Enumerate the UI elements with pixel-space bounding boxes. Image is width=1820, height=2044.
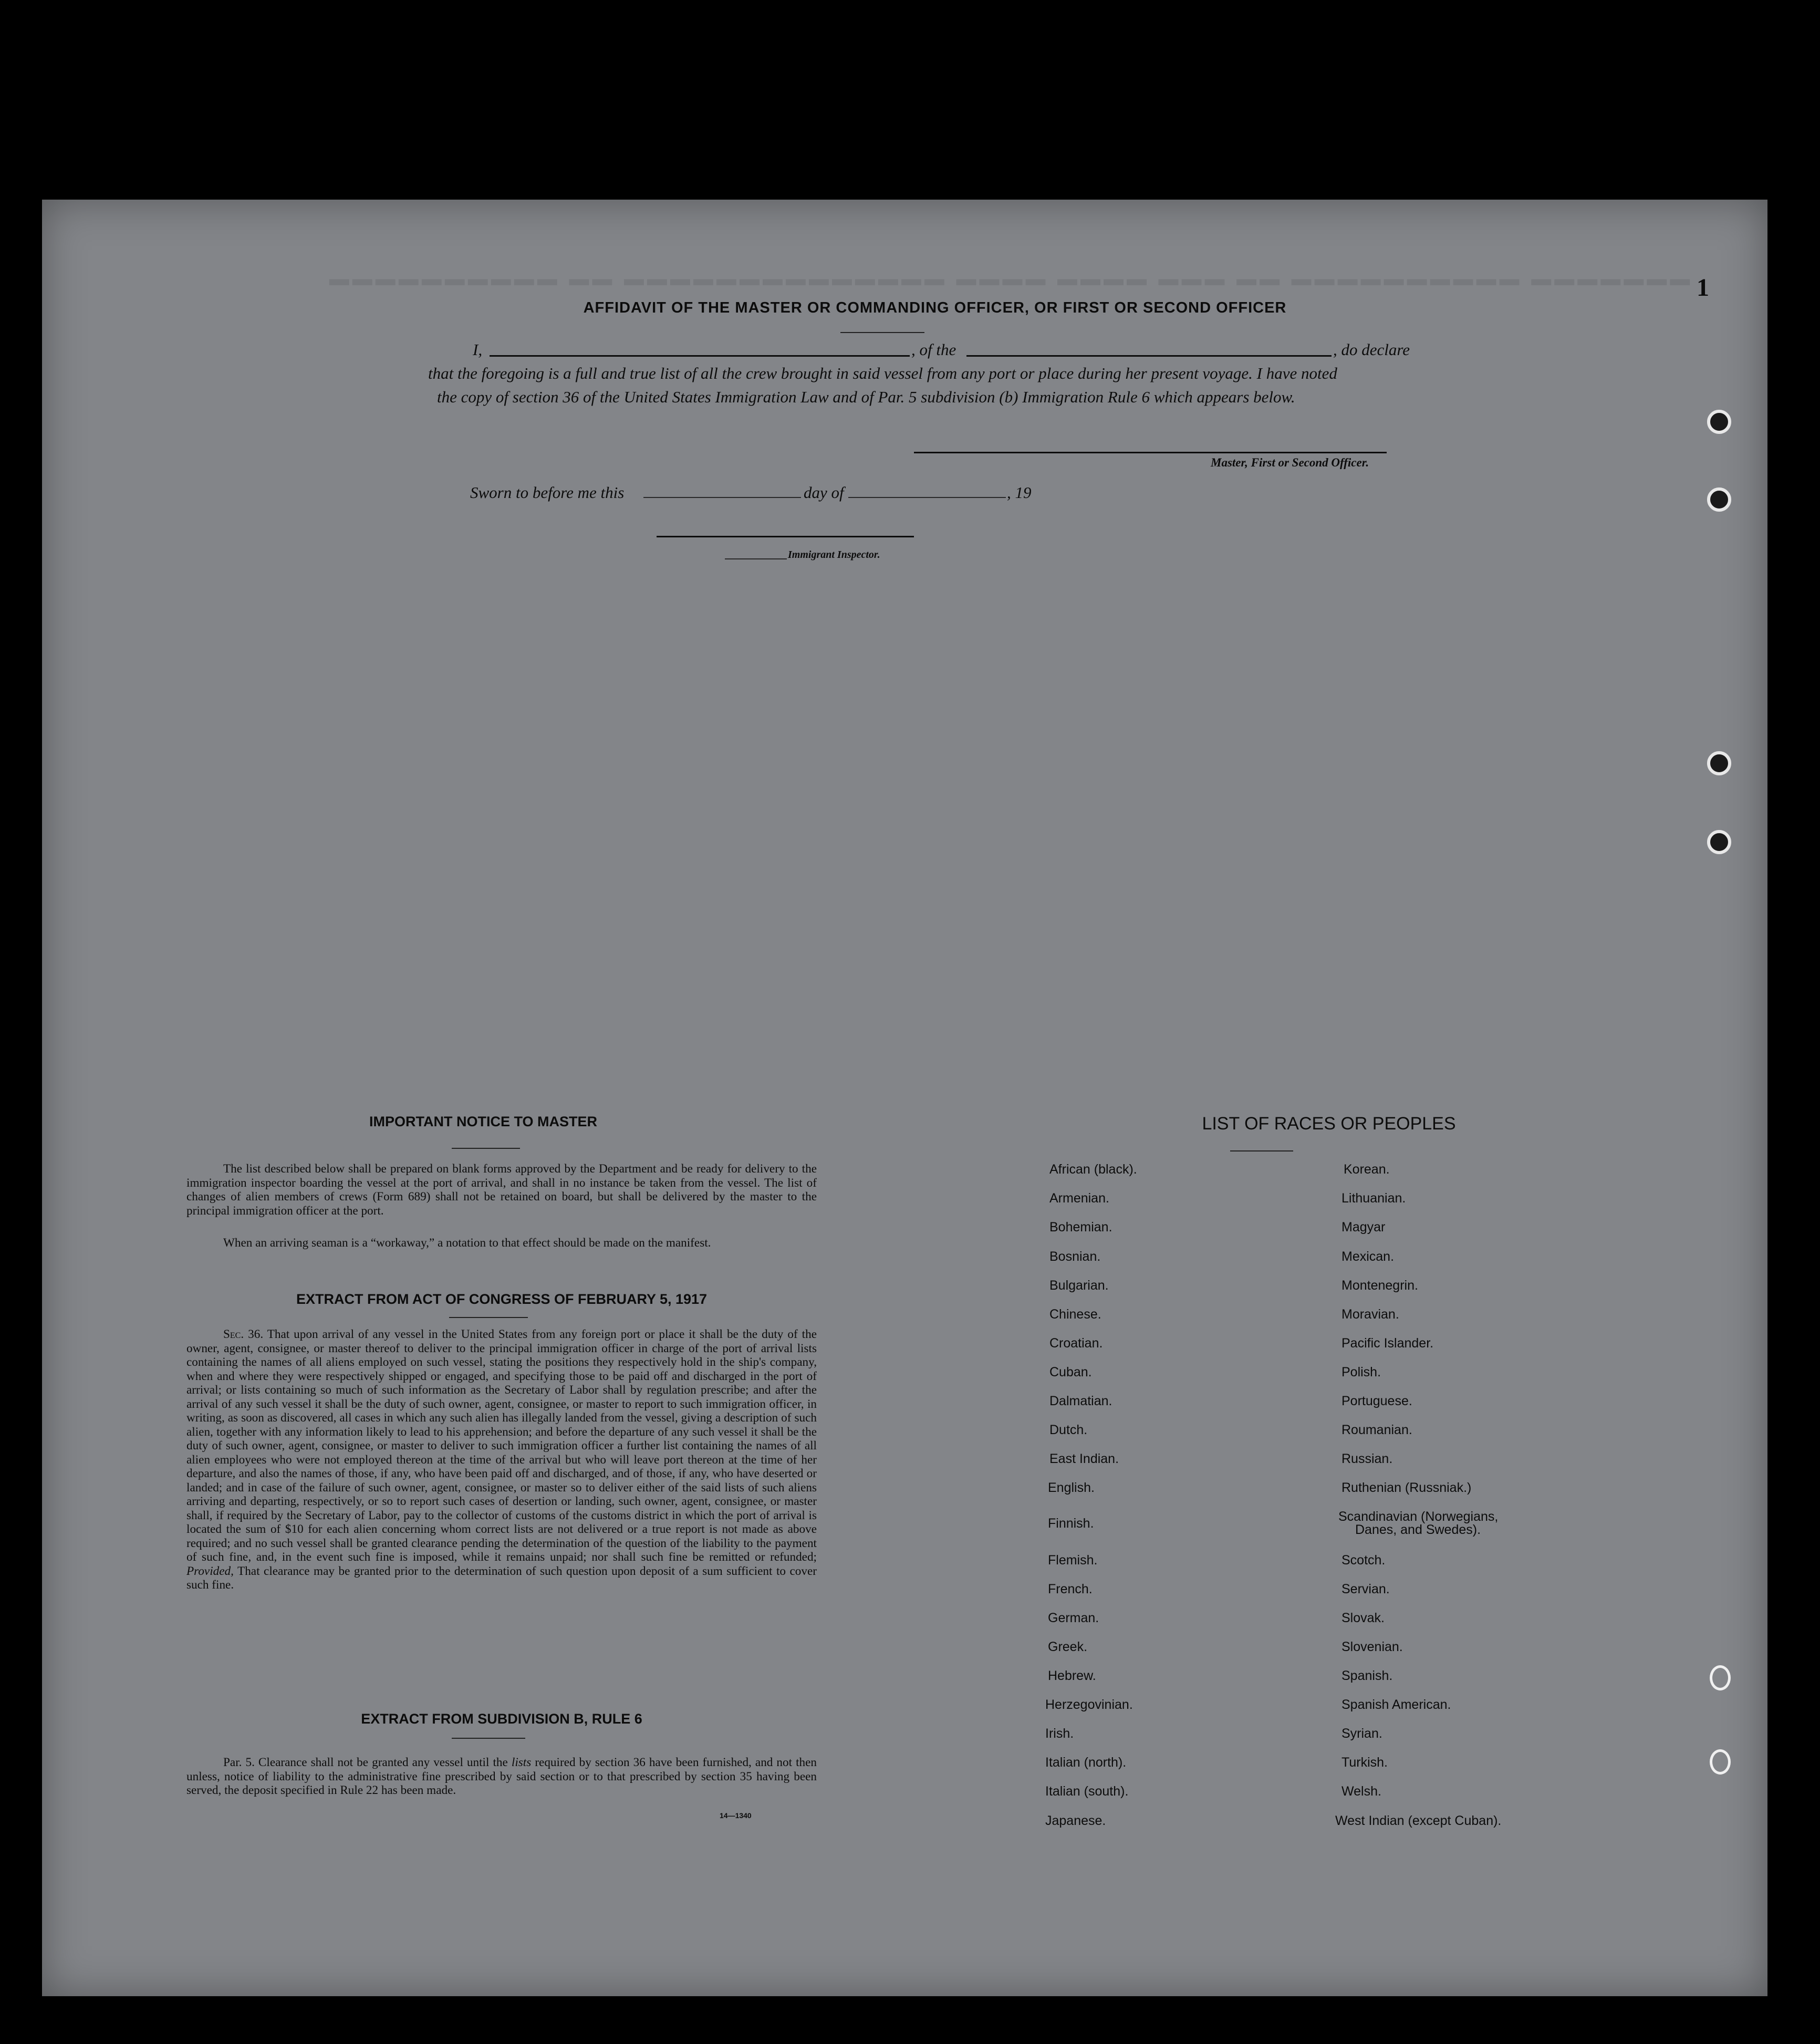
race-item: English. [1048, 1480, 1095, 1495]
race-item: Cuban. [1049, 1365, 1092, 1379]
race-item: Mexican. [1341, 1249, 1395, 1264]
notice-para-1-text: The list described below shall be prepared on blank forms approved by the Department and be ready for delivery to the immigration inspector boarding the vessel at the port of arrival, and shall in no instance be taken from the vessel. The list of changes of alien members of crews (Form 689) shall not be retained on board, but shall be delivered by the master to the principal immigration officer at the port. [186, 1162, 817, 1218]
provided-word: Provided, [186, 1564, 234, 1578]
race-item: Danes, and Swedes). [1355, 1522, 1481, 1537]
race-item: Japanese. [1045, 1813, 1106, 1828]
race-item: Scandinavian (Norwegians, [1338, 1509, 1499, 1524]
race-item: Italian (north). [1045, 1755, 1127, 1770]
master-signature-label: Master, First or Second Officer. [1211, 456, 1369, 469]
inspector-short-line [725, 558, 787, 559]
race-item: Scotch. [1341, 1553, 1386, 1568]
race-item: Flemish. [1048, 1553, 1098, 1568]
extract-rule-pre: Par. 5. Clearance shall not be granted any vessel until the [223, 1756, 508, 1769]
race-item: Bosnian. [1049, 1249, 1101, 1264]
extract-act-separator [449, 1317, 528, 1318]
race-item: Montenegrin. [1341, 1278, 1418, 1293]
sworn-text: Sworn to before me this [470, 483, 625, 502]
punch-hole-icon [1707, 410, 1731, 434]
extract-act-text: 36. That upon arrival of any vessel in the United States from any foreign port or place it shall be the duty of the owner, agent, consignee, or master thereof to deliver to the principal immigration officer in charge of the port of arrival lists containing the names of all aliens employed on such vessel, stating the positions they respectively hold in the ship's company, when and where they were respectively shipped or engaged, and specifying those to be paid off and discharged in the port of arrival; or lists containing so much of such information as the Secretary of Labor shall by regulation prescribe; and after the arrival of any such vessel it shall be the duty of such owner, agent, consignee, or master to report to such immigration officer, in writing, as soon as discovered, all cases in which any such alien has illegally landed from the vessel, giving a description of such alien, together with any information likely to lead to his apprehension; and before the departure of any such vessel it shall be the duty of such owner, agent, consignee, or master to deliver to such immigration officer a further list containing the names of all alien employees who were not employed thereon at the time of the arrival but who will leave port thereon at the time of her departure, and also the names of those, if any, who have been paid off and discharged, and of those, if any, who have deserted or landed; and in case of the failure of such owner, agent, consignee, or master so to deliver either of the said lists of such aliens arriving and departing, respectively, or so to report such cases of desertion or landing, such owner, agent, consignee, or master shall, if required by the Secretary of Labor, pay to the collector of customs of the customs district in which the port of arrival is located the sum of $10 for each alien concerning whom correct lists are not delivered or a true report is not made as above required; and no such vessel shall be granted clearance pending the determination of the question of the liability to the payment of such fine, and, in the event such fine is imposed, while it remains unpaid; nor shall such fine be remitted or refunded; [186, 1327, 817, 1564]
race-item: Portuguese. [1341, 1394, 1412, 1408]
race-item: Dalmatian. [1049, 1394, 1112, 1408]
affidavit-title: AFFIDAVIT OF THE MASTER OR COMMANDING OFFICER, OR FIRST OR SECOND OFFICER [583, 299, 1287, 316]
notice-title: IMPORTANT NOTICE TO MASTER [369, 1114, 597, 1129]
extract-rule-separator [452, 1738, 525, 1739]
form-number: 14—1340 [720, 1811, 752, 1820]
document-page [42, 200, 1767, 1996]
extract-act-body [186, 1327, 817, 1592]
punch-hole-icon [1707, 751, 1731, 775]
race-item: Spanish American. [1341, 1697, 1451, 1712]
inspector-label: Immigrant Inspector. [788, 549, 880, 561]
race-item: Ruthenian (Russniak.) [1341, 1480, 1472, 1495]
extract-act-title: EXTRACT FROM ACT OF CONGRESS OF FEBRUARY 5, 1917 [296, 1291, 708, 1307]
affidavit-do-declare: , do declare [1333, 340, 1410, 359]
extract-act-tail: That clearance may be granted prior to the determination of such question upon deposit of a sum sufficient to cover such fine. [186, 1564, 817, 1592]
sec-label: Sec. [223, 1327, 244, 1341]
year-text: , 19 [1007, 483, 1032, 502]
race-item: Slovak. [1341, 1611, 1385, 1625]
races-separator [1230, 1150, 1293, 1151]
race-item: Syrian. [1341, 1726, 1382, 1741]
master-signature-line[interactable] [914, 452, 1387, 453]
race-item: Italian (south). [1045, 1784, 1129, 1799]
extract-rule-post: required by section 36 have been furnished, and not then unless, notice of liability to the administrative fine prescribed by said section or to that prescribed by section 35 having been served, the deposit specified in Rule 22 has been made. [186, 1756, 817, 1797]
race-item: East Indian. [1049, 1451, 1119, 1466]
race-item: Slovenian. [1341, 1640, 1403, 1654]
name-blank-line[interactable] [490, 355, 910, 357]
race-item: Korean. [1344, 1162, 1390, 1177]
race-item: Pacific Islander. [1341, 1336, 1434, 1351]
punch-hole-icon [1707, 487, 1731, 512]
race-item: Dutch. [1049, 1423, 1088, 1437]
race-item: Greek. [1048, 1640, 1088, 1654]
race-item: Turkish. [1341, 1755, 1388, 1770]
affidavit-i: I, [473, 340, 483, 359]
race-item: West Indian (except Cuban). [1335, 1813, 1502, 1828]
race-item: Spanish. [1341, 1668, 1393, 1683]
race-item: Moravian. [1341, 1307, 1399, 1322]
race-item: Irish. [1045, 1726, 1074, 1741]
race-item: Lithuanian. [1341, 1191, 1406, 1206]
sworn-day-blank[interactable] [643, 497, 801, 498]
races-title: LIST OF RACES OR PEOPLES [1202, 1114, 1456, 1134]
race-item: Bulgarian. [1049, 1278, 1109, 1293]
race-item: Finnish. [1048, 1516, 1094, 1531]
notice-para-1 [186, 1162, 817, 1218]
race-item: Magyar [1341, 1220, 1386, 1234]
race-item: Bohemian. [1049, 1220, 1112, 1234]
race-item: Chinese. [1049, 1307, 1101, 1322]
bleed-through-header: ▬▬▬▬▬▬▬▬▬▬ ▬▬ ▬▬▬▬▬▬▬▬▬▬▬▬▬▬ ▬▬▬▬ ▬▬▬▬ ▬▬▬ ▬▬ ▬▬▬▬▬▬▬▬▬▬ ▬▬▬▬▬▬▬ [329, 268, 1693, 290]
race-item: German. [1048, 1611, 1099, 1625]
race-item: Polish. [1341, 1365, 1381, 1379]
race-item: Croatian. [1049, 1336, 1103, 1351]
affidavit-of-the: , of the [911, 340, 956, 359]
lists-word: lists [511, 1756, 532, 1769]
day-of-text: day of [804, 483, 844, 502]
race-item: Servian. [1341, 1582, 1390, 1596]
punch-hole-icon [1710, 1665, 1731, 1690]
sworn-month-blank[interactable] [848, 497, 1006, 498]
affidavit-line-3: the copy of section 36 of the United States Immigration Law and of Par. 5 subdivision (b) Immigration Rule 6 which appears below. [437, 388, 1295, 406]
title-separator [840, 332, 924, 333]
race-item: Welsh. [1341, 1784, 1381, 1799]
notice-para-2-text: When an arriving seaman is a “workaway,” a notation to that effect should be made on the manifest. [223, 1236, 711, 1250]
margin-mark: 1 [1697, 274, 1709, 302]
race-item: Hebrew. [1048, 1668, 1096, 1683]
punch-hole-icon [1710, 1749, 1731, 1775]
race-item: Herzegovinian. [1045, 1697, 1133, 1712]
race-item: French. [1048, 1582, 1093, 1596]
extract-rule-body [186, 1756, 817, 1798]
affidavit-line-2: that the foregoing is a full and true list of all the crew brought in said vessel from any port or place during her present voyage. I have noted [428, 364, 1337, 382]
vessel-blank-line[interactable] [966, 355, 1332, 357]
notice-separator [452, 1148, 520, 1149]
race-item: Roumanian. [1341, 1423, 1412, 1437]
race-item: Armenian. [1049, 1191, 1109, 1206]
inspector-signature-line[interactable] [657, 536, 914, 537]
extract-rule-title: EXTRACT FROM SUBDIVISION B, RULE 6 [361, 1711, 642, 1727]
race-item: African (black). [1049, 1162, 1137, 1177]
race-item: Russian. [1341, 1451, 1393, 1466]
punch-hole-icon [1707, 830, 1731, 854]
notice-para-2 [186, 1236, 817, 1250]
